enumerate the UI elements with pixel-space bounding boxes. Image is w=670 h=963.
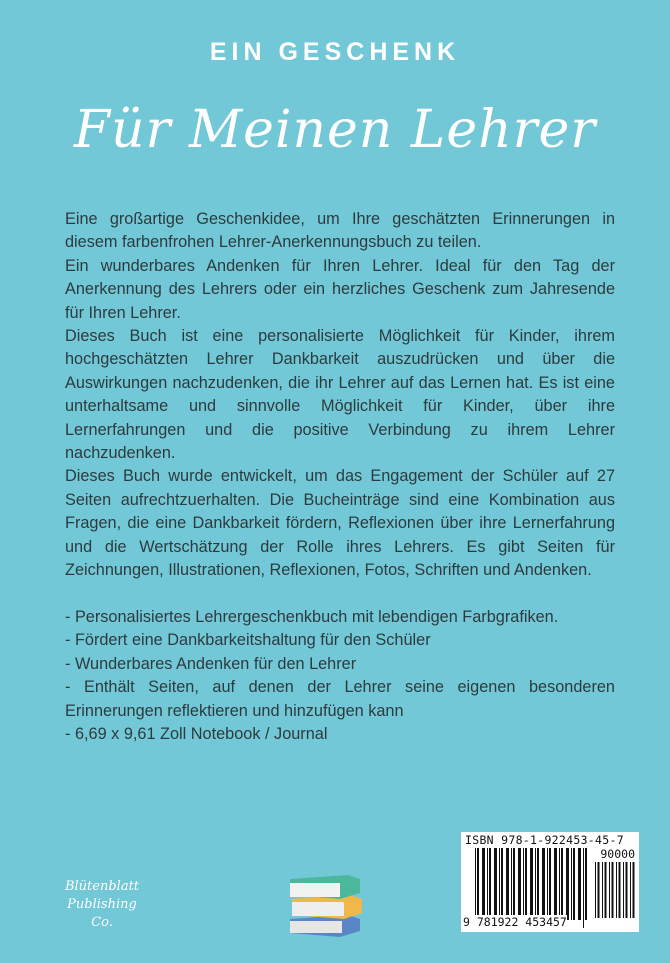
price-code: 90000 xyxy=(600,847,635,861)
paragraph: Ein wunderbares Andenken für Ihren Lehrer. Ideal für den Tag der Anerkennung des Lehrers oder ein herzliches Geschenk zum Jahresende für Ihren Lehrer. xyxy=(65,256,615,322)
isbn-barcode xyxy=(461,832,639,932)
feature-list xyxy=(65,606,615,746)
feature-item: - Wunderbares Andenken für den Lehrer xyxy=(65,654,357,673)
paragraph: Dieses Buch wurde entwickelt, um das Engagement der Schüler auf 27 Seiten aufrechtzuerhalten. Die Bucheinträge sind eine Kombination aus Fragen, die eine Dankbarkeit fördern, Reflexionen über ihre Lernerfahrung und die Wertschätzung der Rolle ihres Lehrers. Es gibt Seiten für Zeichnungen, Illustrationen, Reflexionen, Fotos, Schriften und Andenken. xyxy=(65,467,615,580)
cover-title: Für Meinen Lehrer xyxy=(73,100,597,160)
feature-item: - Enthält Seiten, auf denen der Lehrer seine eigenen besonderen Erinnerungen reflektieren und hinzufügen kann xyxy=(65,678,615,720)
feature-item: - Personalisiertes Lehrergeschenkbuch mit lebendigen Farbgrafiken. xyxy=(65,607,559,626)
paragraph: Eine großartige Geschenkidee, um Ihre geschätzten Erinnerungen in diesem farbenfrohen Lehrer-Anerkennungsbuch zu teilen. xyxy=(65,210,615,252)
isbn-label: ISBN 978-1-922453-45-7 xyxy=(465,833,624,847)
cover-kicker: EIN GESCHENK xyxy=(209,38,461,66)
description xyxy=(65,208,615,746)
books-stack-icon xyxy=(288,875,364,942)
paragraph: Dieses Buch ist eine personalisierte Möglichkeit für Kinder, ihrem hochgeschätzten Lehrer Dankbarkeit auszudrücken und über die Auswirkungen nachzudenken, die ihr Lehrer auf das Lernen hat. Es ist eine unterhaltsame und sinnvolle Möglichkeit für Kinder, über ihre Lernerfahrungen und die positive Verbindung zu ihrem Lehrer nachzudenken. xyxy=(65,327,615,463)
ean-number: 9 781922 453457 xyxy=(463,915,567,929)
publisher-logo: Blütenblatt Publishing Co. xyxy=(64,879,140,930)
feature-item: - Fördert eine Dankbarkeitshaltung für den Schüler xyxy=(65,631,431,650)
feature-item: - 6,69 x 9,61 Zoll Notebook / Journal xyxy=(65,724,328,743)
